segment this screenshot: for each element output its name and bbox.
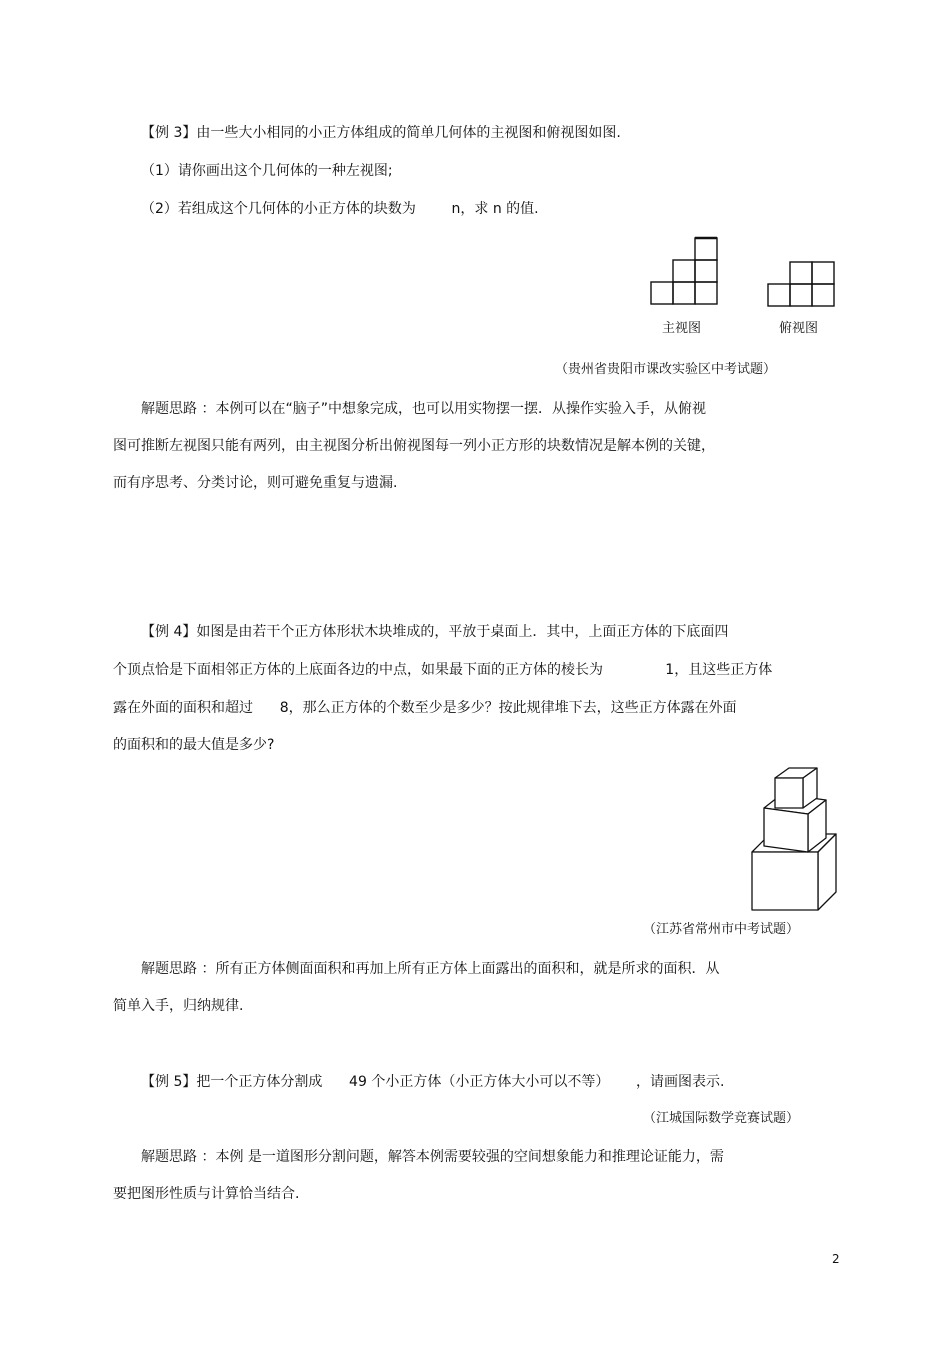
example3-hint-line3: 而有序思考、分类讨论，则可避免重复与遗漏. [113, 475, 398, 491]
example3-statement: 【例 3】由一些大小相同的小正方体组成的简单几何体的主视图和俯视图如图. [141, 125, 621, 141]
top-view-caption: 俯视图 [779, 321, 819, 336]
top-view-figure [767, 260, 839, 308]
example5-statement: 【例 5】把一个正方体分割成 49 个小正方体（小正方体大小可以不等） ，请画图表示. [141, 1074, 725, 1090]
example4-source: （江苏省常州市中考试题） [643, 922, 800, 937]
stacked-cubes-figure [750, 766, 840, 912]
front-view-caption: 主视图 [662, 321, 702, 336]
example4-statement-line2: 个顶点恰是下面相邻正方体的上底面各边的中点，如果最下面的正方体的棱长为 1，且这些正方体 [113, 662, 773, 678]
example3-question1: （1）请你画出这个几何体的一种左视图; [141, 163, 393, 179]
example4-statement-line4: 的面积和的最大值是多少? [113, 737, 275, 753]
example3-hint-line1: 解题思路 ：本例可以在“脑子”中想象完成，也可以用实物摆一摆．从操作实验入手，从俯视 [141, 401, 706, 417]
example3-source: （贵州省贵阳市课改实验区中考试题） [555, 362, 777, 377]
example5-hint-line2: 要把图形性质与计算恰当结合. [113, 1186, 300, 1202]
front-view-figure [650, 236, 720, 306]
example5-source: （江城国际数学竞赛试题） [643, 1111, 800, 1126]
example4-statement-line3: 露在外面的面积和超过 8，那么正方体的个数至少是多少？按此规律堆下去，这些正方体露在外面 [113, 700, 737, 716]
page-number: 2 [832, 1252, 840, 1266]
example3-question2: （2）若组成这个几何体的小正方体的块数为 n，求 n 的值. [141, 201, 539, 217]
example4-hint-line2: 简单入手，归纳规律. [113, 998, 244, 1014]
example4-hint-line1: 解题思路 ：所有正方体侧面面积和再加上所有正方体上面露出的面积和，就是所求的面积．从 [141, 961, 720, 977]
example4-statement-line1: 【例 4】如图是由若干个正方体形状木块堆成的，平放于桌面上．其中，上面正方体的下底面四 [141, 624, 729, 640]
example5-hint-line1: 解题思路 ：本例 是一道图形分割问题，解答本例需要较强的空间想象能力和推理论证能力，需 [141, 1149, 724, 1165]
example3-hint-line2: 图可推断左视图只能有两列，由主视图分析出俯视图每一列小正方形的块数情况是解本例的关键， [113, 438, 715, 454]
